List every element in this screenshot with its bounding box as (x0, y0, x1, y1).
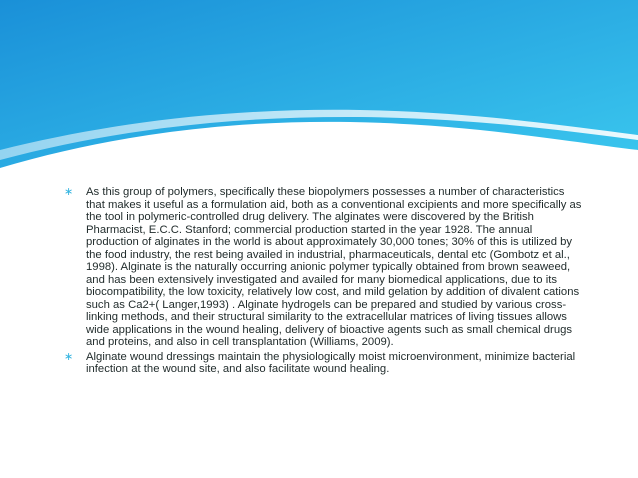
bullet-item-1 (64, 186, 584, 349)
bullet-text-2: Alginate wound dressings maintain the physiologically moist microenvironment, minimize bacterial infection at the wound site, and also facilitate wound healing. (86, 350, 576, 375)
header-banner (0, 0, 638, 180)
bullet-item-2 (64, 351, 584, 376)
bullet-text-1: As this group of polymers, specifically these biopolymers possesses a number of characteristics that makes it useful as a formulation aid, both as a conventional excipients and more specifically as the tool in polymeric-controlled drug delivery. The alginates were discovered by the British Pharmacist, E.C.C. Stanford; commercial production started in the year 1928. The annual production of alginates in the world is about approximately 30,000 tones; 30% of this is utilized by the food industry, the rest being availed in industrial, pharmaceuticals, dental etc (Gombotz et al., 1998). Alginate is the naturally occurring anionic polymer typically obtained from brown seaweed, and has been extensively investigated and availed for many biomedical applications, due to its biocompatibility, the low toxicity, relatively low cost, and mild gelation by addition of divalent cations such as Ca2+( Langer,1993) . Alginate hydrogels can be prepared and studied by various cross-linking methods, and their structural similarity to the extracellular matrices of living tissues allows wide applications in the wound healing, delivery of bioactive agents such as small chemical drugs and proteins, and also in cell transplantation (Williams, 2009). (86, 186, 582, 348)
asterisk-bullet-icon: ∗ (64, 350, 74, 363)
asterisk-bullet-icon: ∗ (64, 186, 74, 198)
bullet-list (64, 186, 584, 378)
